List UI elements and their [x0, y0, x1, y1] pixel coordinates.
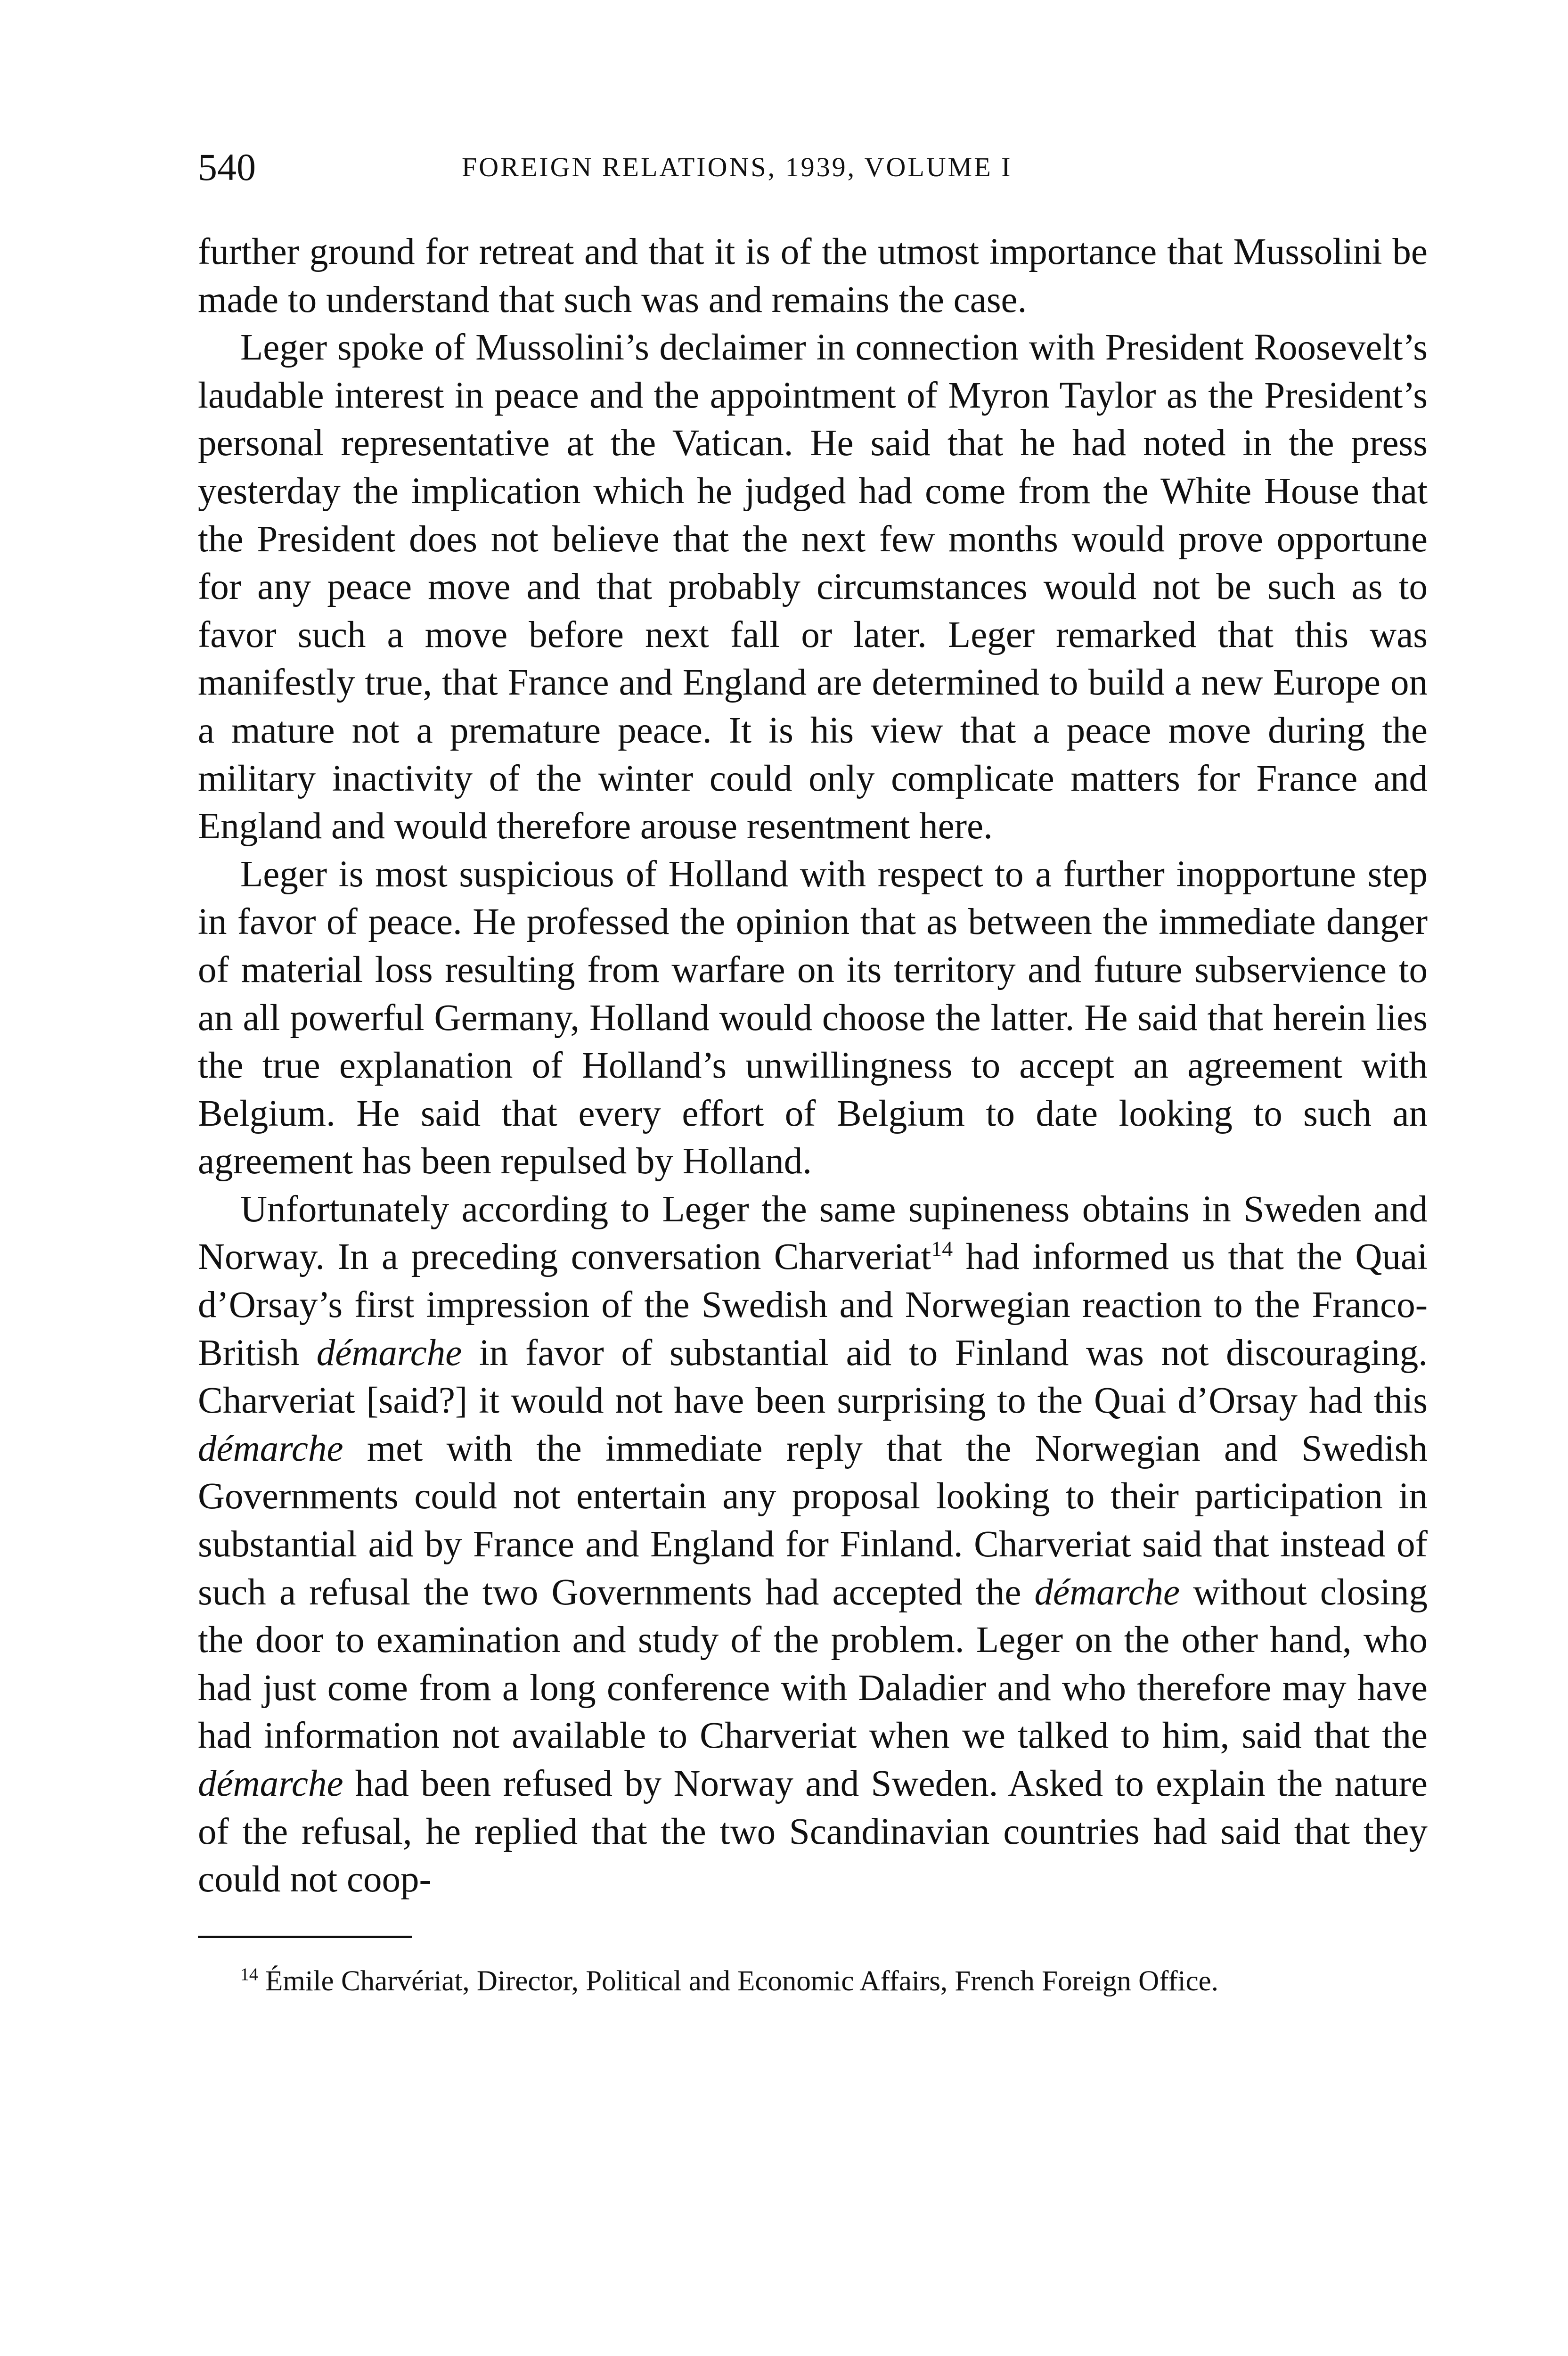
paragraph-2: Leger spoke of Mussolini’s declaimer in connection with President Roosevelt’s laudable interest in peace and the appointment of Myron Taylor as the President’s personal representative at the Vatican. He said that he had noted in the press yesterday the implication which he judged had come from the White House that the President does not believe that the next few months would prove opportune for any peace move and that probably circumstances would not be such as to favor such a move before next fall or later. Leger remarked that this was manifestly true, that France and England are determined to build a new Europe on a mature not a premature peace. It is his view that a peace move during the military inactivity of the winter could only complicate matters for France and England and would therefore arouse resentment here.: [198, 327, 1428, 847]
italic-term-demarche-2: démarche: [198, 1428, 343, 1469]
page-number: 540: [198, 146, 256, 188]
paragraph-4-text-2: had informed us that the Quai d’Orsay’s first impression of the Swedish and Norwegian reaction to the Franco-British: [198, 1236, 1428, 1374]
footnote: [198, 1963, 1428, 1999]
paragraph-4: [198, 1186, 1428, 1904]
paragraph-4-text-6: had been refused by Norway and Sweden. Asked to explain the nature of the refusal, he replied that the two Scandinavian countries had said that they could not coop-: [198, 1763, 1428, 1900]
footnote-text: Émile Charvériat, Director, Political and Economic Affairs, French Foreign Office.: [258, 1965, 1219, 1997]
running-head: [198, 141, 1428, 193]
italic-term-demarche-4: démarche: [198, 1763, 343, 1804]
paragraph-4-text-1: Unfortunately according to Leger the same supineness obtains in Sweden and Norway. In a preceding conversation Charveriat: [198, 1188, 1428, 1278]
italic-term-demarche-3: démarche: [1034, 1571, 1180, 1613]
body-text: [198, 228, 1428, 1904]
footnote-marker: 14: [240, 1964, 258, 1985]
italic-term-demarche-1: démarche: [316, 1332, 462, 1374]
paragraph-4-text-4: met with the immediate reply that the Norwegian and Swedish Governments could not entertain any proposal looking to their participation in substantial aid by France and England for Finland. Charveriat said that instead of such a refusal the two Governments had accepted the: [198, 1428, 1428, 1613]
document-page: [198, 141, 1428, 1999]
footnote-reference: 14: [931, 1237, 953, 1261]
running-title: FOREIGN RELATIONS, 1939, VOLUME I: [462, 152, 1013, 182]
paragraph-1: further ground for retreat and that it is of the utmost importance that Mussolini be made to understand that such was and remains the case.: [198, 231, 1428, 320]
paragraph-4-text-5: without closing the door to examination and study of the problem. Leger on the other hand, who had just come from a long conference with Daladier and who therefore may have had information not available to Charveriat when we talked to him, said that the: [198, 1571, 1428, 1757]
paragraph-4-text-3: in favor of substantial aid to Finland was not discouraging. Charveriat [said?] it would not have been surprising to the Quai d’Orsay had this: [198, 1332, 1428, 1422]
footnote-rule: [198, 1936, 412, 1938]
paragraph-3: Leger is most suspicious of Holland with respect to a further inopportune step in favor of peace. He professed the opinion that as between the immediate danger of material loss resulting from warfare on its territory and future subservience to an all powerful Germany, Holland would choose the latter. He said that herein lies the true explanation of Holland’s unwillingness to accept an agreement with Belgium. He said that every effort of Belgium to date looking to such an agreement has been repulsed by Holland.: [198, 853, 1428, 1182]
